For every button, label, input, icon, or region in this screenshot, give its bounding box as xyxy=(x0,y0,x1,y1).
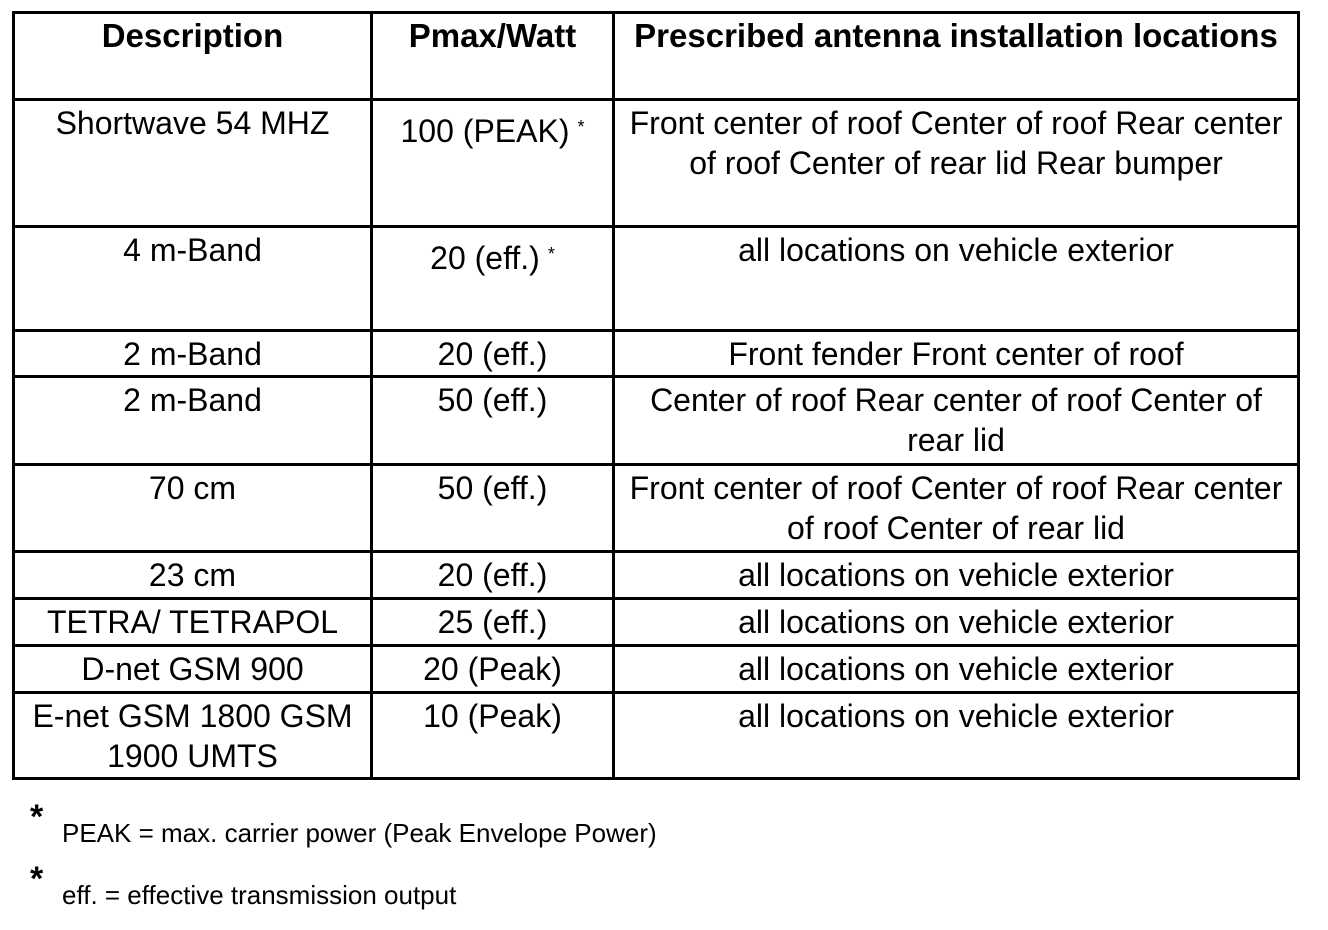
cell-description: TETRA/ TETRAPOL xyxy=(14,599,372,646)
cell-locations: all locations on vehicle exterior xyxy=(614,599,1299,646)
table-row xyxy=(14,646,1299,693)
cell-pmax: 25 (eff.) xyxy=(372,599,614,646)
cell-description: 23 cm xyxy=(14,552,372,599)
cell-locations: Center of roof Rear center of roof Center of rear lid xyxy=(614,377,1299,465)
cell-pmax: 20 (eff.) xyxy=(372,552,614,599)
table-row xyxy=(14,465,1299,552)
footnote-marker: * xyxy=(547,244,555,264)
cell-description: Shortwave 54 MHZ xyxy=(14,100,372,227)
cell-locations: all locations on vehicle exterior xyxy=(614,693,1299,779)
cell-locations: Front center of roof Center of roof Rear center of roof Center of rear lid xyxy=(614,465,1299,552)
cell-description: E-net GSM 1800 GSM 1900 UMTS xyxy=(14,693,372,779)
table-row xyxy=(14,599,1299,646)
footnote-text: PEAK = max. carrier power (Peak Envelope Power) xyxy=(62,818,657,848)
header-row xyxy=(14,13,1299,100)
asterisk-icon: * xyxy=(30,798,44,836)
table-row xyxy=(14,693,1299,779)
table-row xyxy=(14,227,1299,331)
cell-locations: all locations on vehicle exterior xyxy=(614,552,1299,599)
pmax-value: 100 (PEAK) xyxy=(400,113,570,149)
table-row xyxy=(14,377,1299,465)
header-pmax: Pmax/Watt xyxy=(372,13,614,100)
cell-pmax xyxy=(372,227,614,331)
antenna-spec-table xyxy=(12,11,1300,780)
cell-description: 2 m-Band xyxy=(14,331,372,377)
cell-description: 2 m-Band xyxy=(14,377,372,465)
cell-pmax: 50 (eff.) xyxy=(372,377,614,465)
table-row xyxy=(14,552,1299,599)
cell-pmax xyxy=(372,100,614,227)
cell-locations: Front center of roof Center of roof Rear center of roof Center of rear lid Rear bumper xyxy=(614,100,1299,227)
cell-pmax: 20 (Peak) xyxy=(372,646,614,693)
cell-pmax: 50 (eff.) xyxy=(372,465,614,552)
cell-pmax: 20 (eff.) xyxy=(372,331,614,377)
cell-locations: all locations on vehicle exterior xyxy=(614,646,1299,693)
table-row xyxy=(14,331,1299,377)
cell-description: D-net GSM 900 xyxy=(14,646,372,693)
table-row xyxy=(14,100,1299,227)
pmax-value: 20 (eff.) xyxy=(430,240,540,276)
header-description: Description xyxy=(14,13,372,100)
cell-locations: Front fender Front center of roof xyxy=(614,331,1299,377)
cell-locations: all locations on vehicle exterior xyxy=(614,227,1299,331)
header-locations: Prescribed antenna installation locations xyxy=(614,13,1299,100)
cell-description: 70 cm xyxy=(14,465,372,552)
footnote-text: eff. = effective transmission output xyxy=(62,880,457,910)
cell-pmax: 10 (Peak) xyxy=(372,693,614,779)
footnote-marker: * xyxy=(577,117,585,137)
cell-description: 4 m-Band xyxy=(14,227,372,331)
asterisk-icon: * xyxy=(30,860,44,898)
